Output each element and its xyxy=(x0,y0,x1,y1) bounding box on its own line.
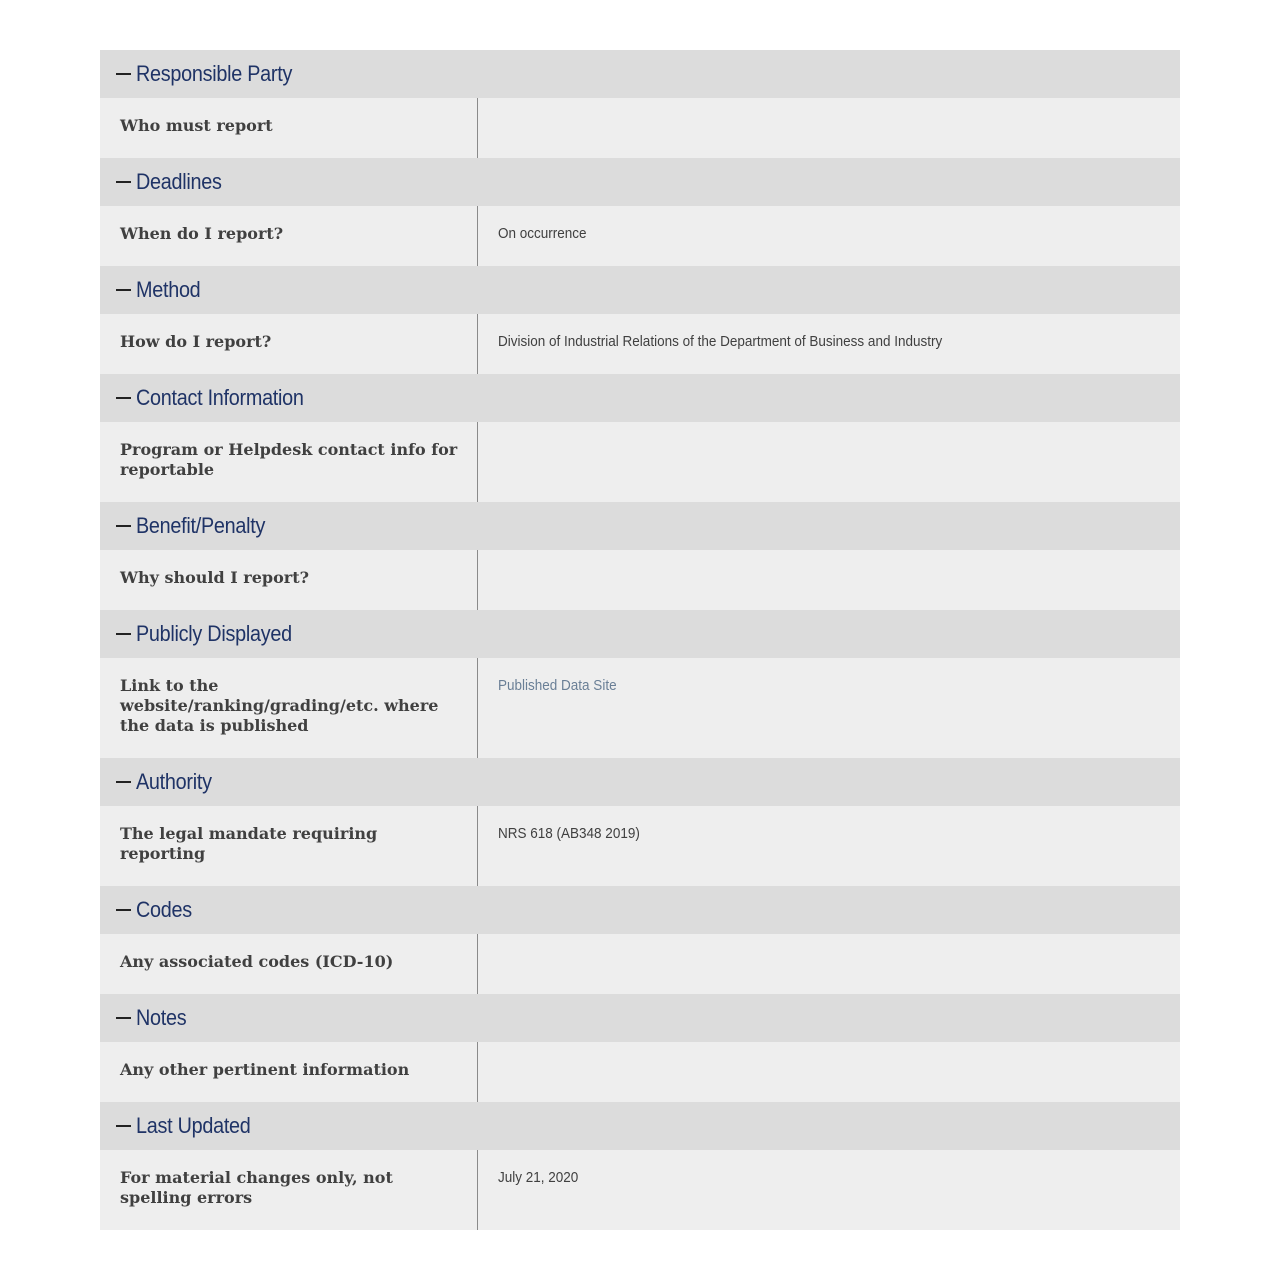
published-data-site-link[interactable]: Published Data Site xyxy=(498,677,617,694)
row-contact-information xyxy=(100,422,1180,502)
row-label: When do I report? xyxy=(100,206,478,266)
section-header-deadlines[interactable] xyxy=(100,158,1180,206)
collapse-icon[interactable] xyxy=(116,909,131,911)
section-header-last-updated[interactable] xyxy=(100,1102,1180,1150)
row-label: Any associated codes (ICD-10) xyxy=(100,934,478,994)
row-value xyxy=(478,206,1180,266)
row-value-text: On occurrence xyxy=(498,225,587,242)
collapse-icon[interactable] xyxy=(116,1017,131,1019)
row-value xyxy=(478,1150,1180,1230)
row-value-text: July 21, 2020 xyxy=(498,1169,579,1186)
row-value xyxy=(478,314,1180,374)
row-method xyxy=(100,314,1180,374)
row-value xyxy=(478,550,1180,610)
row-value xyxy=(478,98,1180,158)
row-label: Any other pertinent information xyxy=(100,1042,478,1102)
section-title: Codes xyxy=(136,897,192,922)
row-value xyxy=(478,934,1180,994)
row-responsible-party xyxy=(100,98,1180,158)
section-title: Contact Information xyxy=(136,385,304,410)
row-publicly-displayed xyxy=(100,658,1180,758)
row-label: The legal mandate requiring reporting xyxy=(100,806,478,886)
row-notes xyxy=(100,1042,1180,1102)
section-header-method[interactable] xyxy=(100,266,1180,314)
collapse-icon[interactable] xyxy=(116,1125,131,1127)
row-label: For material changes only, not spelling errors xyxy=(100,1150,478,1230)
section-title: Publicly Displayed xyxy=(136,621,292,646)
section-header-codes[interactable] xyxy=(100,886,1180,934)
row-last-updated xyxy=(100,1150,1180,1230)
row-value-text: Division of Industrial Relations of the Department of Business and Industry xyxy=(498,333,943,350)
section-title: Authority xyxy=(136,769,212,794)
collapse-icon[interactable] xyxy=(116,525,131,527)
section-header-publicly-displayed[interactable] xyxy=(100,610,1180,658)
section-title: Last Updated xyxy=(136,1113,251,1138)
row-codes xyxy=(100,934,1180,994)
section-header-notes[interactable] xyxy=(100,994,1180,1042)
collapse-icon[interactable] xyxy=(116,289,131,291)
section-header-benefit-penalty[interactable] xyxy=(100,502,1180,550)
row-value xyxy=(478,658,1180,758)
collapse-icon[interactable] xyxy=(116,181,131,183)
row-value-text: NRS 618 (AB348 2019) xyxy=(498,825,640,842)
row-label: Program or Helpdesk contact info for reportable xyxy=(100,422,478,502)
row-label: Why should I report? xyxy=(100,550,478,610)
row-deadlines xyxy=(100,206,1180,266)
section-title: Notes xyxy=(136,1005,187,1030)
row-label: Link to the website/ranking/grading/etc. where the data is published xyxy=(100,658,478,758)
collapse-icon[interactable] xyxy=(116,633,131,635)
collapse-icon[interactable] xyxy=(116,73,131,75)
section-header-contact-information[interactable] xyxy=(100,374,1180,422)
collapse-icon[interactable] xyxy=(116,397,131,399)
report-details-table xyxy=(100,50,1180,1230)
section-header-authority[interactable] xyxy=(100,758,1180,806)
row-authority xyxy=(100,806,1180,886)
section-title: Method xyxy=(136,277,201,302)
section-title: Responsible Party xyxy=(136,61,293,86)
row-label: Who must report xyxy=(100,98,478,158)
row-value xyxy=(478,806,1180,886)
section-title: Benefit/Penalty xyxy=(136,513,266,538)
section-title: Deadlines xyxy=(136,169,222,194)
collapse-icon[interactable] xyxy=(116,781,131,783)
row-benefit-penalty xyxy=(100,550,1180,610)
row-label: How do I report? xyxy=(100,314,478,374)
row-value xyxy=(478,422,1180,502)
row-value xyxy=(478,1042,1180,1102)
section-header-responsible-party[interactable] xyxy=(100,50,1180,98)
